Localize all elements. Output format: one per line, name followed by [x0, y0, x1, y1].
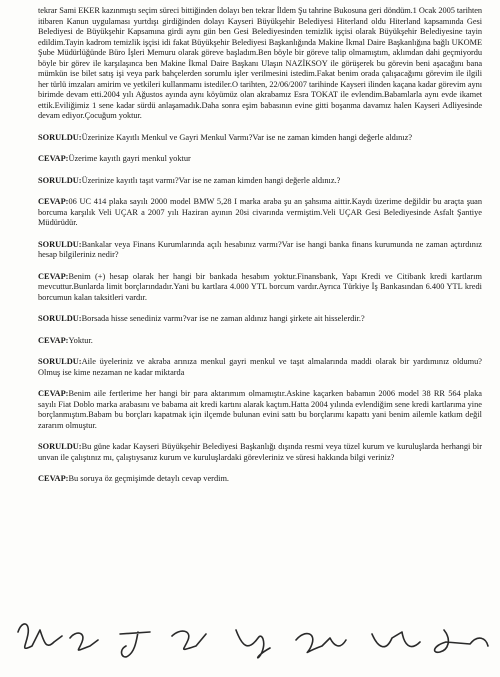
- qa-answer-4: [38, 336, 482, 347]
- statement-intro: tekrar Sami EKER kazınmıştı seçim süreci bittiğinden dolayı ben tekrar İldem Şu tahrine Bukosuna geri döndüm.1 Ocak 2005 tarihten itibaren Kanun uygulaması yurtdışı girdiğinden dolayı Kayseri Büyükşehir Belediyesi Hiterland oldu Hiterland kapsamında Gesi Belediyesi de Büyükşehir Kapsamına girdi aynı gün ben Gesi Belediyesinden temizlik işçisi olarak Büyükşehir Belediyesine tayin edildim.Tayin kadrom temizlik işçisi idi fakat Büyükşehir Belediyesi Başkanlığında Makine İkmal Daire Başkanlığına bağlı UKOME Şube Müdürlüğünde Büro İşleri Memuru olarak göreve başladım.Ben böyle bir göreve talip olmamıştım, aklımdan dahi geçmiyordu böyle bir görev ile karşılaşınca ben Makine İkmal Daire Başkanı Ulaşın NAZİKSOY ile görüşerek bu görevin beni aşacağını bana mümkün ise bilet satış işi veya park bahçelerden sorumlu işler verilmesini istedim.Fakat benim orada çalışacağımı görevim ile ilgili her türlü imzaları amirim ve yetkileri kullanmamı istediler.O tarihten, 22/06/2007 tarihinde Kayseri ilinden kaçana kadar görevim aynı birimde devam etti.2004 yılı Ağustos ayında aynı köyümüz olan akrabamız Esra TOKAT ile evlendim.Babamlarla aynı evde ikamet ettik.Eviliğimiz 1 sene kadar sürdü anlaşamadık.Daha sonra eşim babasının evine gitti boşanma davamız halen Kayseri Adliyesinde devam ediyor.Çocuğum yoktur.: [38, 6, 482, 120]
- answer-label: CEVAP:: [38, 335, 69, 345]
- qa-answer-1: [38, 154, 482, 165]
- answer-label: CEVAP:: [38, 474, 69, 483]
- signatures: [0, 612, 500, 672]
- question-label: SORULDU:: [38, 442, 82, 451]
- signature-mark: [236, 630, 270, 658]
- question-label: SORULDU:: [38, 357, 82, 366]
- question-text: Aile üyeleriniz ve akraba arınıza menkul gayri menkul ve taşıt almalarında maddi olarak bir yardımınız oldumu? Olmuş ise kime nezaman ne kadar miktarda: [38, 357, 482, 377]
- answer-text: Bu soruya öz geçmişimde detaylı cevap verdim.: [68, 474, 230, 483]
- question-label: SORULDU:: [38, 239, 82, 249]
- signature-mark: [120, 632, 150, 657]
- signature-mark: [372, 632, 420, 647]
- question-text: Borsada hisse senediniz varmı?var ise ne zaman aldınız hangi şirkete ait hisselerdir.?: [81, 314, 365, 323]
- question-text: Üzerinize kayıtlı taşıt varmı?Var ise ne zaman kimden hangi değerle aldınız.?: [81, 175, 341, 185]
- answer-text: Yoktur.: [68, 335, 93, 345]
- question-text: Bankalar veya Finans Kurumlarında açılı hesabınız varmı?Var ise hangi banka finans kurumunda ne zaman açtırdınız hesap bilgileriniz nedir?: [38, 239, 482, 259]
- qa-answer-3: [38, 272, 482, 304]
- answer-label: CEVAP:: [38, 389, 69, 398]
- qa-question-2: [38, 176, 482, 187]
- qa-answer-2: [38, 197, 482, 229]
- qa-question-3: [38, 240, 482, 261]
- qa-question-5: [38, 357, 482, 378]
- question-label: SORULDU:: [38, 314, 82, 323]
- signature-mark: [172, 631, 206, 649]
- question-text: Üzerinize Kayıtlı Menkul ve Gayri Menkul Varmı?Var ise ne zaman kimden hangi değerle aldınız?: [81, 132, 413, 142]
- question-text: Bu güne kadar Kayseri Büyükşehir Belediyesi Başkanlığı dışında resmi veya tüzel kurum ve kuruluşlarda herhangi bir unvan ile çalıştınız mı, çalıştıysanız kurum ve kuruluşlardaki görevleriniz ve süresi hakkında bilgi veriniz?: [38, 442, 482, 462]
- qa-question-6: [38, 442, 482, 463]
- answer-text: Benim (+) hesap olarak her hangi bir bankada hesabım yoktur.Finansbank, Yapı Kredi ve Citibank kredi kartlarım mevcuttur.Bunlarda limit borçlarındadır.Yani bu kartlara 4.000 YTL borcum vardır.Ayrıca Türkiye İş Bankasından 6.400 YTL kredi borcumun kalan taksitleri vardır.: [38, 271, 482, 302]
- question-label: SORULDU:: [38, 175, 82, 185]
- signature-mark: [18, 624, 62, 648]
- answer-label: CEVAP:: [38, 154, 69, 163]
- signature-mark: [296, 634, 346, 653]
- question-label: SORULDU:: [38, 132, 82, 142]
- qa-question-1: [38, 133, 482, 144]
- answer-text: Benim aile fertlerime her hangi bir para aktarımım olmamıştır.Askine kaçarken babamın 2006 model 38 RR 564 plaka sayılı Fiat Doblo marka arabasını ve babama ait kredi kartını alarak kaçtım.Hatta 2004 yılında evlendiğim sene kredi kartlarıma yine borçlanmıştım.Babam bu borçları kapatmak için ilçemde bulunan evini sattı bu borçlarımı kapattı yani benim ailemle katkım değil zararım olmuştur.: [38, 389, 482, 430]
- signature-mark: [70, 633, 98, 650]
- answer-text: 06 UC 414 plaka sayılı 2000 model BMW 5,28 I marka araba şu an şahsıma aittir.Kaydı üzerime değildir bu araçta şuan borcuma karşılık Veli UÇAR a 2007 yılı Haziran ayının 20si civarında vermiştim.Veli UÇAR Gesi Belediyesinde Asfalt Şantiye Müdürüdür.: [38, 197, 482, 227]
- answer-label: CEVAP:: [38, 197, 69, 206]
- answer-text: Üzerime kayıtlı gayri menkul yoktur: [68, 154, 191, 163]
- answer-label: CEVAP:: [38, 271, 69, 281]
- qa-answer-6: [38, 474, 482, 485]
- qa-question-4: [38, 314, 482, 325]
- signature-mark: [435, 630, 488, 652]
- qa-answer-5: [38, 389, 482, 431]
